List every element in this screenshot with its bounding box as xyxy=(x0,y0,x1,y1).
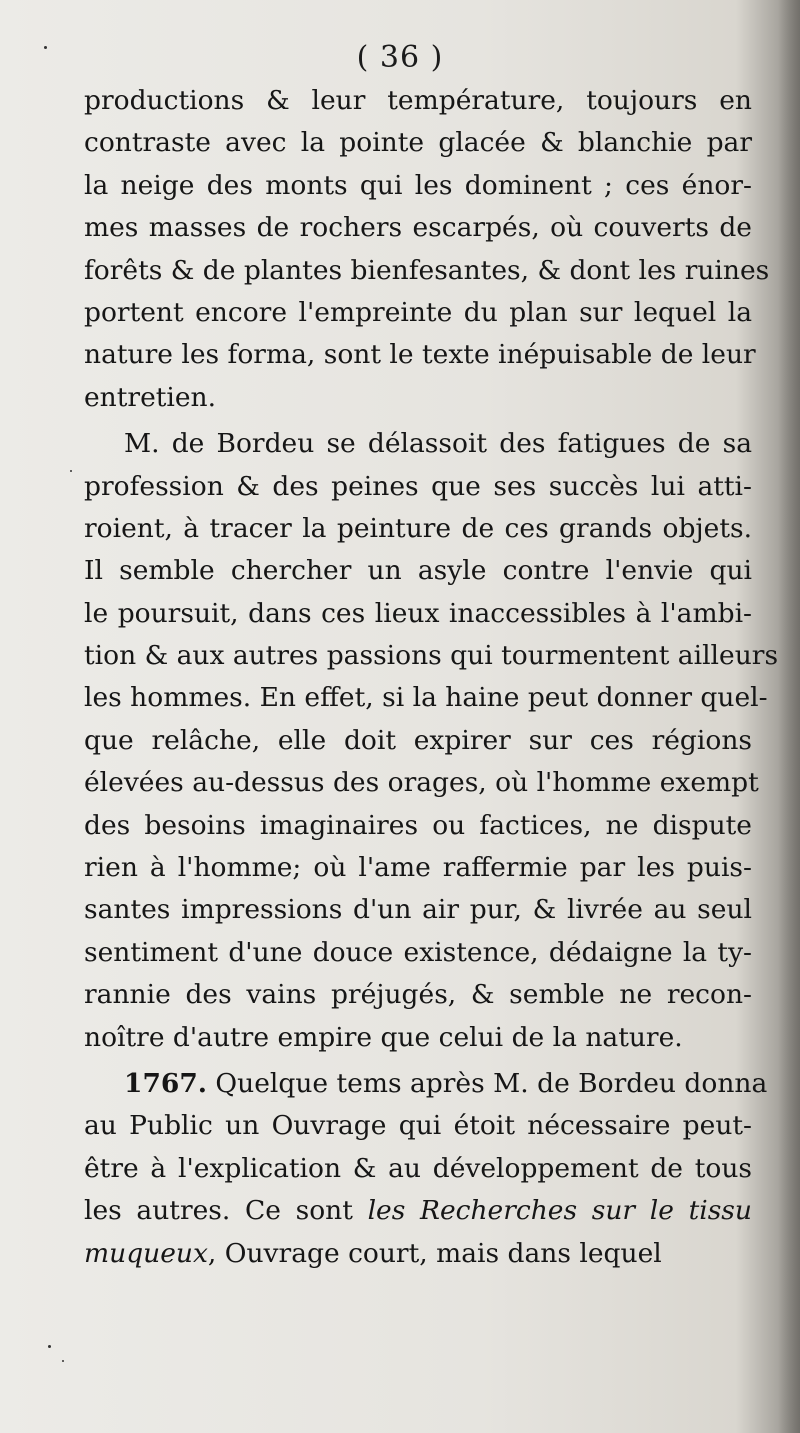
text-line xyxy=(84,1063,768,1105)
text-line: le poursuit, dans ces lieux inaccessibles à l'ambi- xyxy=(84,597,752,629)
italic-title: les Recherches sur le tissu xyxy=(367,1195,752,1227)
text-line: être à l'explication & au développement de tous xyxy=(84,1152,752,1184)
text-line: des besoins imaginaires ou factices, ne dispute xyxy=(84,809,752,841)
ink-speck xyxy=(48,1345,51,1348)
paragraph-2 xyxy=(84,423,779,1059)
text-segment: les autres. Ce sont xyxy=(84,1195,353,1227)
text-line: sentiment d'une douce existence, dédaigne la ty- xyxy=(84,936,752,968)
text-line: contraste avec la pointe glacée & blanchie par xyxy=(84,127,752,159)
text-line: élevées au-dessus des orages, où l'homme exempt xyxy=(84,767,759,799)
text-line: au Public un Ouvrage qui étoit nécessaire peut- xyxy=(84,1110,752,1142)
year-marginal: 1767. xyxy=(124,1067,207,1099)
text-line: noître d'autre empire que celui de la nature. xyxy=(84,1021,683,1053)
text-line: tion & aux autres passions qui tourmentent ailleurs xyxy=(84,640,779,672)
text-line: rannie des vains préjugés, & semble ne recon- xyxy=(84,979,752,1011)
text-line xyxy=(84,1233,752,1275)
ink-speck xyxy=(70,470,72,472)
text-line: roient, à tracer la peinture de ces grands objets. xyxy=(84,512,752,544)
ink-speck xyxy=(62,1360,64,1362)
text-line: Il semble chercher un asyle contre l'envie qui xyxy=(84,555,752,587)
text-line xyxy=(84,1190,752,1232)
text-line: nature les forma, sont le texte inépuisable de leur xyxy=(84,339,756,371)
page-number: ( 36 ) xyxy=(356,40,444,75)
text-line: forêts & de plantes bienfesantes, & dont les ruines xyxy=(84,254,770,286)
text-line: que relâche, elle doit expirer sur ces régions xyxy=(84,724,752,756)
ink-speck xyxy=(44,46,47,49)
text-line: portent encore l'empreinte du plan sur lequel la xyxy=(84,296,752,328)
body-text xyxy=(84,80,779,1275)
text-line: M. de Bordeu se délassoit des fatigues de sa xyxy=(124,428,752,460)
paragraph-1 xyxy=(84,80,770,419)
text-line: santes impressions d'un air pur, & livrée au seul xyxy=(84,894,752,926)
text-line: mes masses de rochers escarpés, où couverts de xyxy=(84,212,752,244)
text-line: entretien. xyxy=(84,381,217,413)
text-segment: , Ouvrage court, mais dans lequel xyxy=(207,1237,662,1269)
text-line: les hommes. En effet, si la haine peut donner quel- xyxy=(84,682,768,714)
text-segment: Quelque tems après M. de Bordeu donna xyxy=(215,1067,768,1099)
text-line: rien à l'homme; où l'ame raffermie par les puis- xyxy=(84,852,752,884)
paragraph-3 xyxy=(84,1063,768,1275)
italic-title-continued: muqueux xyxy=(84,1237,208,1269)
text-line: la neige des monts qui les dominent ; ces énor- xyxy=(84,169,752,201)
text-line: profession & des peines que ses succès lui atti- xyxy=(84,470,752,502)
page-edge-shadow xyxy=(778,0,800,1433)
text-line: productions & leur température, toujours en xyxy=(84,85,752,116)
